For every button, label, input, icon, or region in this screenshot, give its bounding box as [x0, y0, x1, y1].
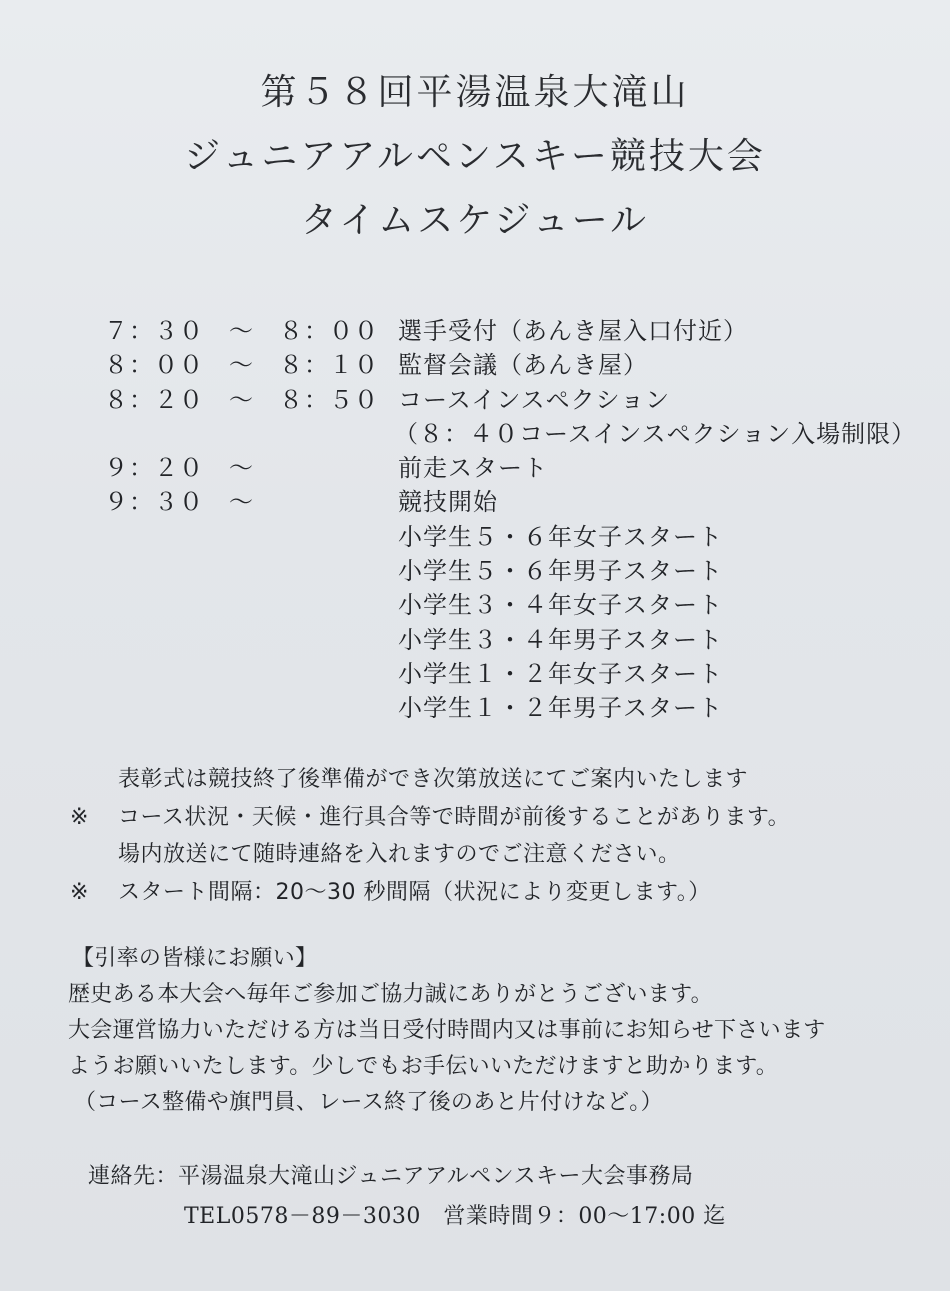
- schedule-time: ８：２０ ～ ８：５０: [104, 385, 379, 414]
- schedule-row: [0, 520, 950, 554]
- schedule-row: [0, 451, 950, 485]
- time-schedule: [0, 314, 950, 726]
- note-mark: ※: [70, 804, 89, 830]
- request-line: [0, 1014, 950, 1050]
- schedule-row: [0, 417, 950, 451]
- contact-row: [0, 1200, 950, 1240]
- contact-office: 連絡先：平湯温泉大滝山ジュニアアルペンスキー大会事務局: [88, 1164, 694, 1189]
- schedule-row: [0, 588, 950, 622]
- request-note: （コース整備や旗門員、レース終了後のあと片付けなど。）: [74, 1090, 663, 1115]
- note-mark: ※: [70, 879, 89, 905]
- request-heading-row: [0, 942, 950, 978]
- schedule-time: ８：００ ～ ８：１０: [104, 351, 379, 380]
- schedule-row: [0, 383, 950, 417]
- schedule-row: [0, 623, 950, 657]
- note-row: [0, 875, 950, 913]
- schedule-row: [0, 554, 950, 588]
- schedule-time: ７：３０ ～ ８：００: [104, 317, 379, 345]
- contact-row: [0, 1160, 950, 1200]
- request-line: [0, 978, 950, 1014]
- note-row: [0, 837, 950, 875]
- request-note-row: [0, 1086, 950, 1122]
- schedule-row: [0, 348, 950, 382]
- note-row: [0, 762, 950, 800]
- schedule-row: [0, 691, 950, 725]
- schedule-event: 前走スタート: [398, 454, 548, 483]
- schedule-event: 小学生５・６年女子スタート: [398, 522, 723, 551]
- request-text: 大会運営協力いただける方は当日受付時間内又は事前にお知らせ下さいます: [68, 1018, 826, 1043]
- schedule-event: 小学生３・４年女子スタート: [398, 591, 723, 620]
- note-row: [0, 800, 950, 838]
- request-line: [0, 1050, 950, 1086]
- schedule-event: （８：４０コースインスペクション入場制限）: [394, 419, 917, 448]
- note-text: 表彰式は競技終了後準備ができ次第放送にてご案内いたします: [118, 767, 749, 792]
- schedule-time: ９：３０ ～: [104, 488, 254, 517]
- note-text: コース状況・天候・進行具合等で時間が前後することがあります。: [118, 804, 791, 830]
- schedule-event: 小学生５・６年男子スタート: [398, 557, 723, 586]
- title-line-2: ジュニアアルペンスキー競技大会: [184, 136, 766, 177]
- schedule-row: [0, 485, 950, 519]
- schedule-time: ９：２０ ～: [104, 454, 254, 483]
- schedule-event: 小学生１・２年女子スタート: [398, 659, 723, 688]
- note-text: スタート間隔：20～30 秒間隔（状況により変更します。）: [118, 879, 711, 905]
- note-text: 場内放送にて随時連絡を入れますのでご注意ください。: [118, 842, 681, 867]
- contact-phone-hours: TEL0578－89－3030 営業時間９：00～17:00 迄: [184, 1204, 726, 1229]
- request-text: ようお願いいたします。少しでもお手伝いいただけますと助かります。: [68, 1054, 779, 1079]
- schedule-event: コースインスペクション: [398, 385, 671, 414]
- request-heading: 【引率の皆様にお願い】: [72, 946, 318, 971]
- schedule-event: 選手受付（あんき屋入口付近）: [398, 317, 748, 345]
- schedule-row: [0, 657, 950, 691]
- request-section: [0, 942, 950, 1122]
- notes-section: [0, 762, 950, 912]
- title-line-3: タイムスケジュール: [300, 200, 650, 241]
- schedule-event: 競技開始: [398, 488, 498, 517]
- schedule-event: 小学生３・４年男子スタート: [398, 625, 723, 654]
- request-text: 歴史ある本大会へ毎年ご参加ご協力誠にありがとうございます。: [68, 982, 713, 1007]
- schedule-event: 監督会議（あんき屋）: [398, 351, 648, 380]
- schedule-row: [0, 314, 950, 348]
- contact-section: [0, 1160, 950, 1240]
- title-line-1: 第５８回平湯温泉大滝山: [260, 72, 690, 113]
- schedule-event: 小学生１・２年男子スタート: [398, 694, 723, 723]
